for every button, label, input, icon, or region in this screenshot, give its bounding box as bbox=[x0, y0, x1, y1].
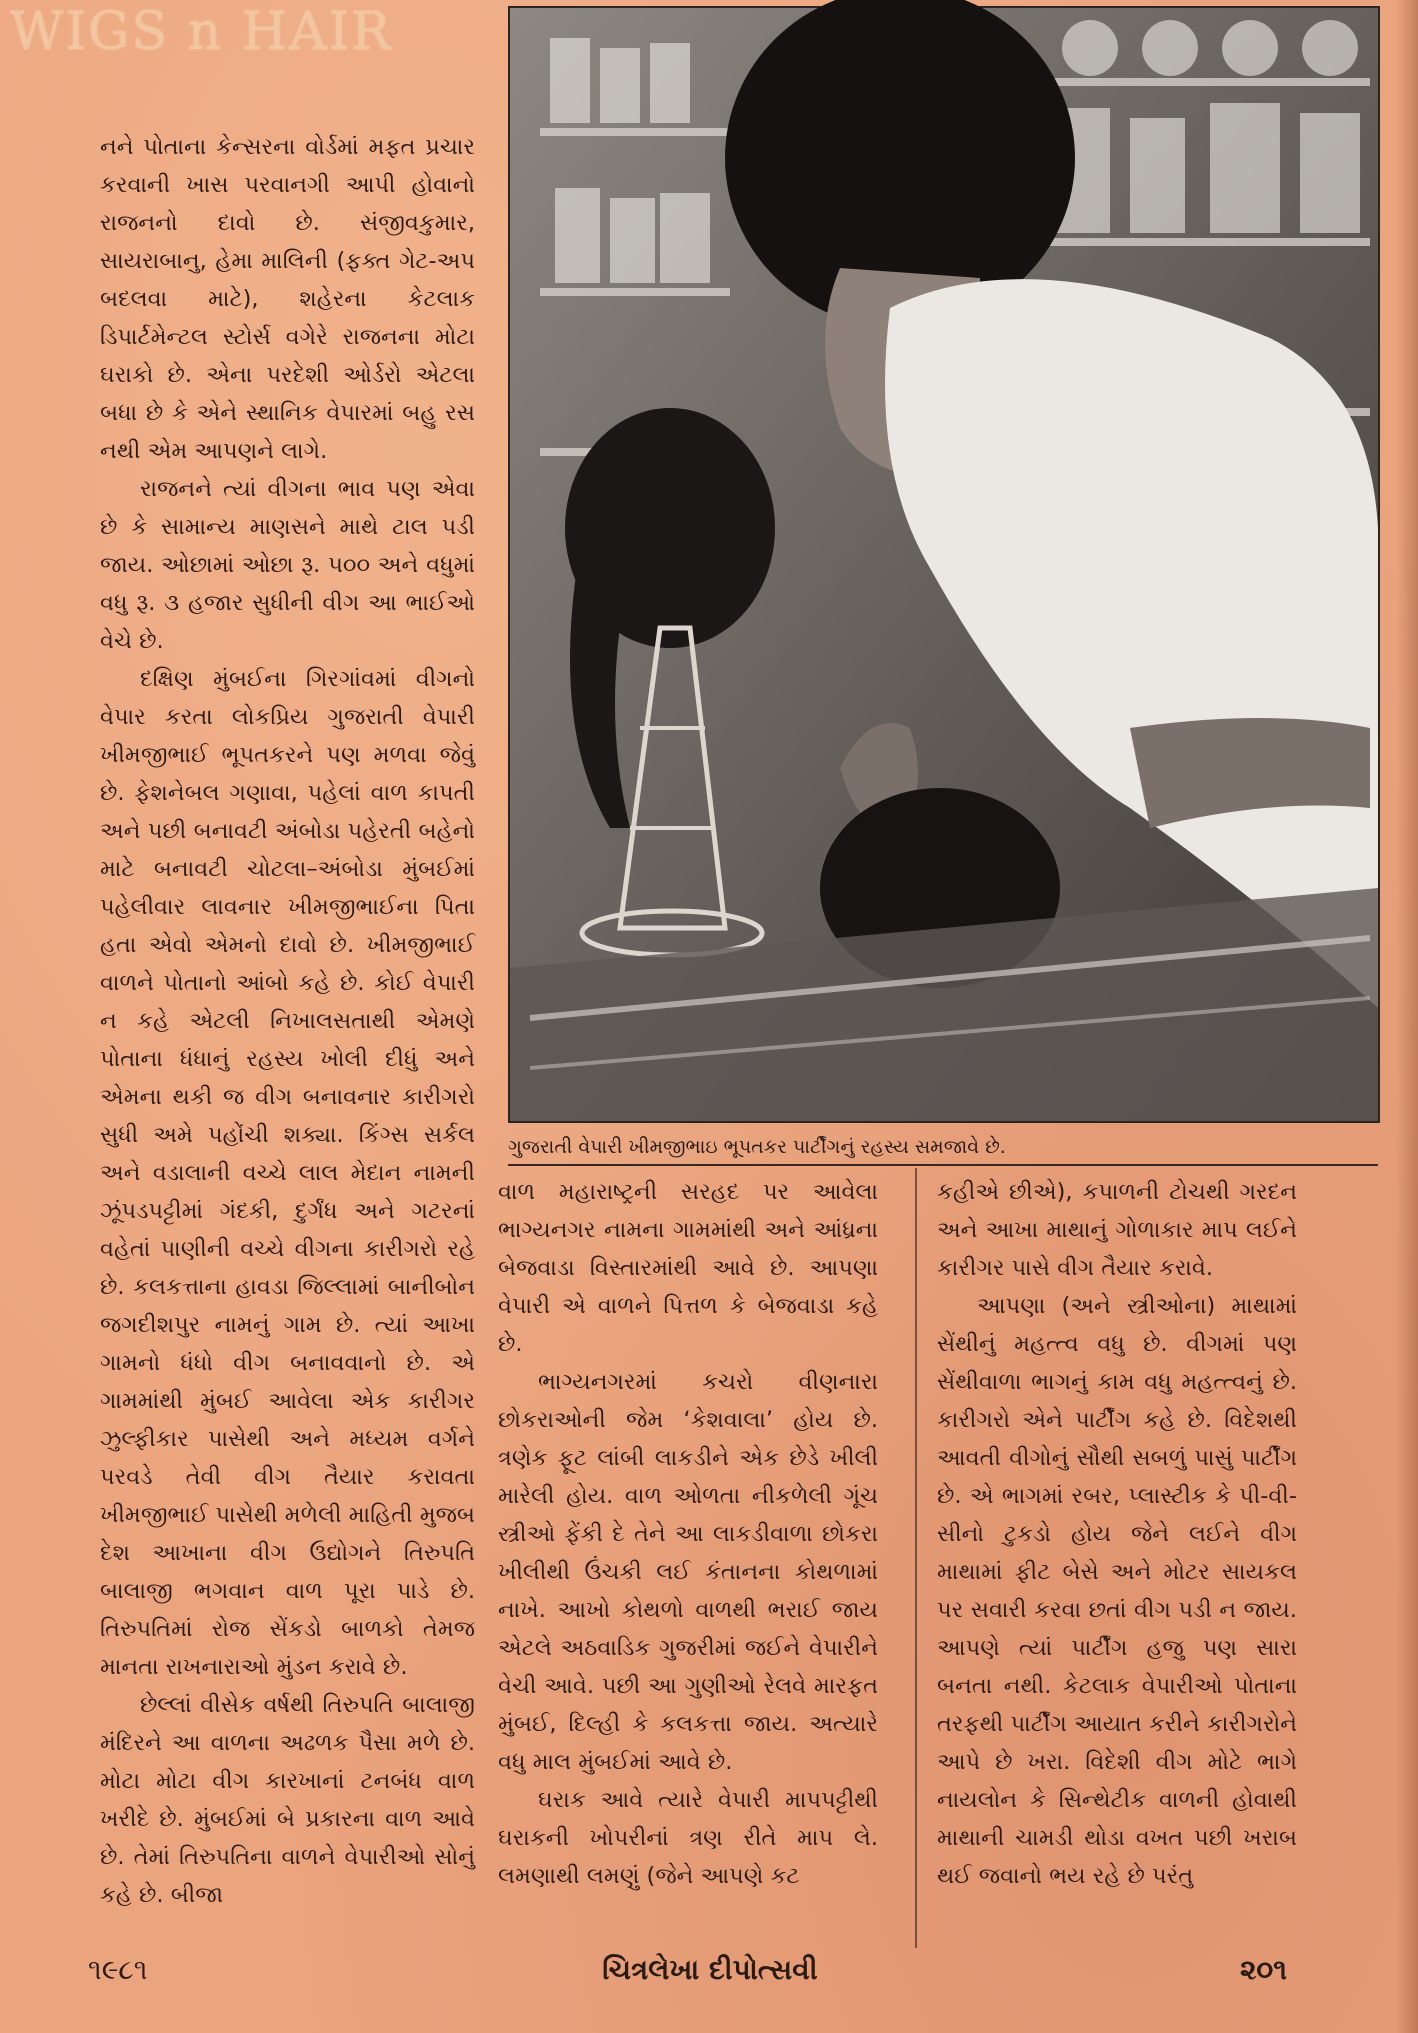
footer-page-number: ૨૦૧ bbox=[1240, 1953, 1288, 1986]
caption-divider bbox=[508, 1164, 1378, 1166]
paragraph: આપણા (અને સ્ત્રીઓના) માથામાં સેંથીનું મહત્ત્વ વધુ છે. વીગમાં પણ સેંથીવાળા ભાગનું કામ વધુ મહત્ત્વનું છે. કારીગરો એને પાર્ટીંગ કહે છે. વિદેશથી આવતી વીગોનું સૌથી સબળું પાસું પાર્ટીંગ છે. એ ભાગમાં રબર, પ્લાસ્ટીક કે પી-વી-સીનો ટુકડો હોય જેને લઈને વીગ માથામાં ફીટ બેસે અને મોટર સાયકલ પર સવારી કરવા છતાં વીગ પડી ન જાય. આપણે ત્યાં પાર્ટીંગ હજુ પણ સારા બનતા નથી. કેટલાક વેપારીઓ પોતાના તરફથી પાર્ટીંગ આયાત કરીને કારીગરોને આપે છે ખરા. વિદેશી વીગ મોટે ભાગે નાયલોન કે સિન્થેટીક વાળની હોવાથી માથાની ચામડી થોડા વખત પછી ખરાબ થઈ જવાનો ભય રહે છે પરંતુ bbox=[937, 1293, 1297, 1889]
text-column-2 bbox=[498, 1173, 878, 1943]
paragraph: દક્ષિણ મુંબઈના ગિરગાંવમાં વીગનો વેપાર કરતા લોકપ્રિય ગુજરાતી વેપારી ખીમજીભાઈ ભૂપતકરને પણ મળવા જેવું છે. ફેશનેબલ ગણાવા, પહેલાં વાળ કાપતી અને પછી બનાવટી અંબોડા પહેરતી બહેનો માટે બનાવટી ચોટલા–અંબોડા મુંબઈમાં પહેલીવાર લાવનાર ખીમજીભાઈના પિતા હતા એવો એમનો દાવો છે. ખીમજીભાઈ વાળને પોતાનો આંબો કહે છે. કોઈ વેપારી ન કહે એટલી નિખાલસતાથી એમણે પોતાના ધંધાનું રહસ્ય ખોલી દીધું અને એમના થકી જ વીગ બનાવનાર કારીગરો સુધી અમે પહોંચી શક્યા. કિંગ્સ સર્કલ અને વડાલાની વચ્ચે લાલ મેદાન નામની ઝૂંપડપટ્ટીમાં ગંદકી, દુર્ગંધ અને ગટરનાં વહેતાં પાણીની વચ્ચે વીગના કારીગરો રહે છે. કલકત્તાના હાવડા જિલ્લામાં બાનીબોન જગદીશપુર નામનું ગામ છે. ત્યાં આખા ગામનો ધંધો વીગ બનાવવાનો છે. એ ગામમાંથી મુંબઈ આવેલા એક કારીગર ઝુલ્ફીકાર પાસેથી અને મધ્યમ વર્ગને પરવડે તેવી વીગ તૈયાર કરાવતા ખીમજીભાઈ પાસેથી મળેલી માહિતી મુજબ દેશ આખાના વીગ ઉદ્યોગને તિરુપતિ બાલાજી ભગવાન વાળ પૂરા પાડે છે. તિરુપતિમાં રોજ સેંકડો બાળકો તેમજ માનતા રાખનારાઓ મુંડન કરાવે છે. bbox=[100, 666, 475, 1680]
text-column-3 bbox=[937, 1173, 1297, 1943]
paragraph: રાજનને ત્યાં વીગના ભાવ પણ એવા છે કે સામાન્ય માણસને માથે ટાલ પડી જાય. ઓછામાં ઓછા રૂ. ૫૦૦ અને વધુમાં વધુ રૂ. ૩ હજાર સુધીની વીગ આ ભાઈઓ વેચે છે. bbox=[100, 476, 475, 654]
paragraph: છેલ્લાં વીસેક વર્ષથી તિરુપતિ બાલાજી મંદિરને આ વાળના અઢળક પૈસા મળે છે. મોટા મોટા વીગ કારખાનાં ટનબંધ વાળ ખરીદે છે. મુંબઈમાં બે પ્રકારના વાળ આવે છે. તેમાં તિરુપતિના વાળને વેપારીઓ સોનું કહે છે. બીજા bbox=[100, 1692, 475, 1908]
paragraph: ઘરાક આવે ત્યારે વેપારી માપપટ્ટીથી ઘરાકની ખોપરીનાં ત્રણ રીતે માપ લે. લમણાથી લમણું (જેને આપણે કટ bbox=[498, 1787, 878, 1889]
masthead-logo: WIGS n HAIR bbox=[10, 2, 393, 62]
text-column-1 bbox=[100, 128, 475, 1908]
paragraph: કહીએ છીએ), કપાળની ટોચથી ગરદન અને આખા માથાનું ગોળાકાર માપ લઈને કારીગર પાસે વીગ તૈયાર કરાવે. bbox=[937, 1179, 1297, 1281]
paragraph: વાળ મહારાષ્ટ્રની સરહદ પર આવેલા ભાગ્યનગર નામના ગામમાંથી અને આંધ્રના બેજવાડા વિસ્તારમાંથી આવે છે. આપણા વેપારી એ વાળને પિત્તળ કે બેજવાડા કહે છે. bbox=[498, 1179, 878, 1357]
photo-illustration bbox=[510, 8, 1378, 1121]
paragraph: ભાગ્યનગરમાં કચરો વીણનારા છોકરાઓની જેમ ‘કેશવાલા’ હોય છે. ત્રણેક ફૂટ લાંબી લાકડીને એક છેડે ખીલી મારેલી હોય. વાળ ઓળતા નીકળેલી ગૂંચ સ્ત્રીઓ ફેંકી દે તેને આ લાકડીવાળા છોકરા ખીલીથી ઉંચકી લઈ કંતાનના કોથળામાં નાખે. આખો કોથળો વાળથી ભરાઈ જાય એટલે અઠવાડિક ગુજરીમાં જઈને વેપારીને વેચી આવે. પછી આ ગુણીઓ રેલવે મારફત મુંબઈ, દિલ્હી કે કલકત્તા જાય. અત્યારે વધુ માલ મુંબઈમાં આવે છે. bbox=[498, 1369, 878, 1775]
footer-year: ૧૯૮૧ bbox=[88, 1953, 148, 1986]
photo-caption: ગુજરાતી વેપારી ખીમજીભાઇ ભૂપતકર પાર્ટીંગનું રહસ્ય સમજાવે છે. bbox=[508, 1136, 1006, 1158]
page-edge-shadow bbox=[1396, 0, 1418, 2033]
column-divider bbox=[915, 1168, 917, 1948]
footer-magazine-title: ચિત્રલેખા દીપોત્સવી bbox=[602, 1953, 818, 1986]
photo-wig-merchant bbox=[508, 6, 1380, 1123]
paragraph: નને પોતાના કેન્સરના વોર્ડમાં મફત પ્રચાર કરવાની ખાસ પરવાનગી આપી હોવાનો રાજનનો દાવો છે. સંજીવકુમાર, સાયરાબાનુ, હેમા માલિની (ફક્ત ગેટ-અપ બદલવા માટે), શહેરના કેટલાક ડિપાર્ટમેન્ટલ સ્ટોર્સ વગેરે રાજનના મોટા ઘરાકો છે. એના પરદેશી ઓર્ડરો એટલા બધા છે કે એને સ્થાનિક વેપારમાં બહુ રસ નથી એમ આપણને લાગે. bbox=[100, 134, 475, 464]
